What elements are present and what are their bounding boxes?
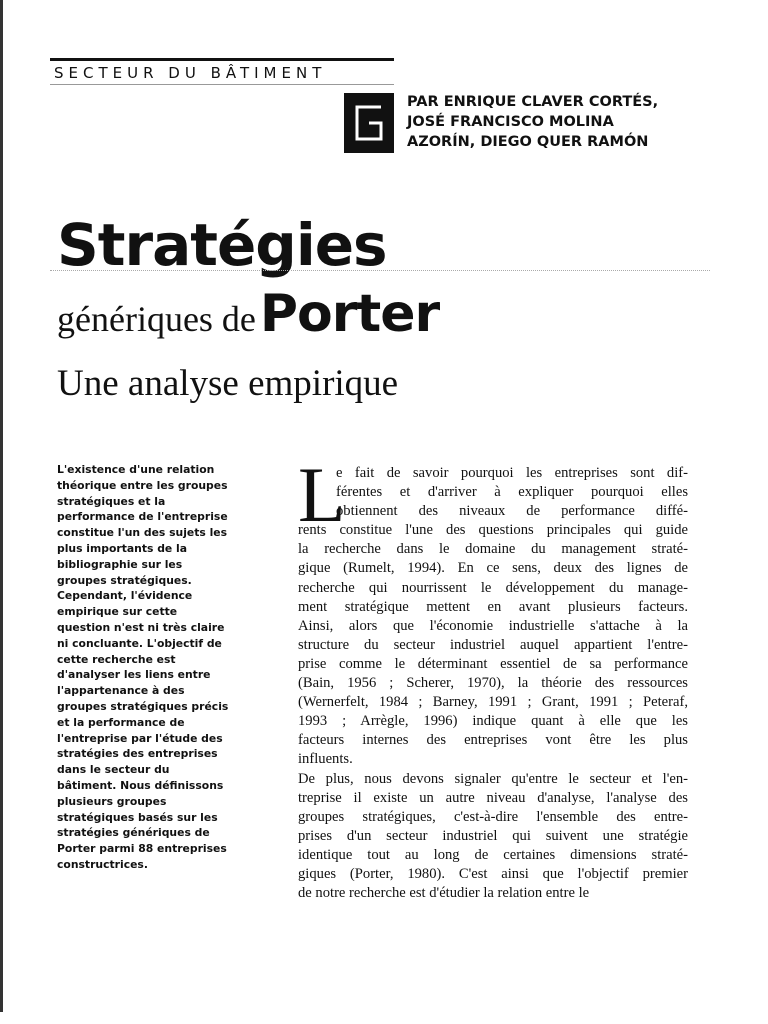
body-line: giques (Porter, 1980). C'est ainsi que l'objectif premier bbox=[298, 865, 688, 882]
article-title-line2 bbox=[57, 284, 439, 357]
abstract-line: plus importants de la bbox=[57, 541, 188, 555]
author-line: PAR ENRIQUE CLAVER CORTÉS, bbox=[407, 94, 659, 110]
author-block bbox=[407, 92, 727, 152]
body-line: groupes stratégiques, c'est-à-dire l'ensemble des entre- bbox=[298, 808, 688, 825]
abstract-line: constructrices. bbox=[57, 857, 148, 871]
body-text bbox=[298, 451, 688, 903]
section-label: SECTEUR DU BÂTIMENT bbox=[54, 64, 327, 82]
body-line: de notre recherche est d'étudier la relation entre le bbox=[298, 885, 590, 902]
body-line: ment stratégique mettent en avant plusieurs facteurs. bbox=[298, 598, 688, 615]
abstract bbox=[57, 462, 253, 873]
abstract-line: stratégies des entreprises bbox=[57, 747, 218, 761]
abstract-line: l'appartenance à des bbox=[57, 684, 185, 698]
body-line: Ainsi, alors que l'économie industrielle s'attache à la bbox=[298, 617, 688, 634]
body-line: e fait de savoir pourquoi les entreprises sont dif- bbox=[336, 465, 688, 481]
abstract-line: ni concluante. L'objectif de bbox=[57, 636, 222, 650]
abstract-line: L'existence d'une relation bbox=[57, 463, 215, 476]
abstract-line: stratégiques et la bbox=[57, 494, 166, 508]
author-line: JOSÉ FRANCISCO MOLINA bbox=[407, 114, 614, 130]
scan-margin-line bbox=[0, 0, 3, 1012]
body-line: identique tout au long de certaines dimensions straté- bbox=[298, 846, 688, 863]
abstract-line: plusieurs groupes bbox=[57, 794, 167, 808]
title-dotted-rule bbox=[50, 270, 710, 271]
body-line: facteurs internes des entreprises vont être les plus bbox=[298, 732, 688, 749]
g-logo-icon bbox=[351, 101, 387, 145]
drop-cap: L bbox=[298, 451, 346, 538]
author-line: AZORÍN, DIEGO QUER RAMÓN bbox=[407, 134, 649, 150]
body-line: (Bain, 1956 ; Scherer, 1970), la théorie des ressources bbox=[298, 675, 688, 692]
body-line: gique (Rumelt, 1994). En ce sens, deux des lignes de bbox=[298, 560, 688, 577]
body-line: recherche qui nourrissent le développement du manage- bbox=[298, 579, 688, 596]
abstract-line: question n'est ni très claire bbox=[57, 620, 225, 634]
body-line: influents. bbox=[298, 751, 353, 768]
abstract-line: constitue l'un des sujets les bbox=[57, 526, 228, 540]
abstract-line: l'entreprise par l'étude des bbox=[57, 731, 223, 745]
body-line: férentes et d'arriver à expliquer pourquoi elles bbox=[336, 484, 688, 501]
abstract-line: Cependant, l'évidence bbox=[57, 589, 193, 603]
abstract-line: Porter parmi 88 entreprises bbox=[57, 842, 227, 856]
abstract-line: d'analyser les liens entre bbox=[57, 668, 211, 682]
body-line: structure du secteur industriel auquel appartient l'entre- bbox=[298, 636, 688, 653]
abstract-line: empirique sur cette bbox=[57, 605, 178, 619]
body-line: la recherche dans le domaine du management straté- bbox=[298, 541, 688, 558]
top-rule bbox=[50, 58, 394, 61]
title-small-part: génériques de bbox=[57, 299, 256, 339]
body-line: treprise il existe un autre niveau d'analyse, l'analyse des bbox=[298, 789, 688, 806]
body-line: rents constitue l'une des questions principales qui guide bbox=[298, 522, 688, 539]
body-line: (Wernerfelt, 1984 ; Barney, 1991 ; Grant, 1991 ; Peteraf, bbox=[298, 694, 688, 711]
gestion-logo-icon bbox=[344, 93, 394, 153]
body-line: prises d'un secteur industriel qui suivent une stratégie bbox=[298, 827, 688, 844]
abstract-line: bibliographie sur les bbox=[57, 557, 183, 571]
article-subtitle: Une analyse empirique bbox=[57, 363, 399, 404]
body-line: obtiennent des niveaux de performance diffé- bbox=[336, 503, 688, 520]
abstract-line: performance de l'entreprise bbox=[57, 510, 228, 524]
abstract-line: dans le secteur du bbox=[57, 763, 170, 777]
body-line: De plus, nous devons signaler qu'entre le secteur et l'en- bbox=[298, 770, 688, 787]
article-title: Stratégies bbox=[57, 211, 387, 279]
section-underline bbox=[50, 84, 394, 85]
body-line: 1993 ; Arrègle, 1996) indique quant à elle que les bbox=[298, 713, 688, 730]
abstract-line: groupes stratégiques précis bbox=[57, 699, 229, 713]
abstract-line: théorique entre les groupes bbox=[57, 478, 228, 492]
title-big-part: Porter bbox=[259, 284, 440, 344]
abstract-line: stratégiques basés sur les bbox=[57, 810, 218, 824]
abstract-line: groupes stratégiques. bbox=[57, 573, 192, 587]
abstract-line: stratégies génériques de bbox=[57, 826, 210, 840]
abstract-line: cette recherche est bbox=[57, 652, 176, 666]
abstract-line: bâtiment. Nous définissons bbox=[57, 778, 224, 792]
body-line: prise comme le déterminant essentiel de sa performance bbox=[298, 655, 688, 672]
abstract-line: et la performance de bbox=[57, 715, 185, 729]
